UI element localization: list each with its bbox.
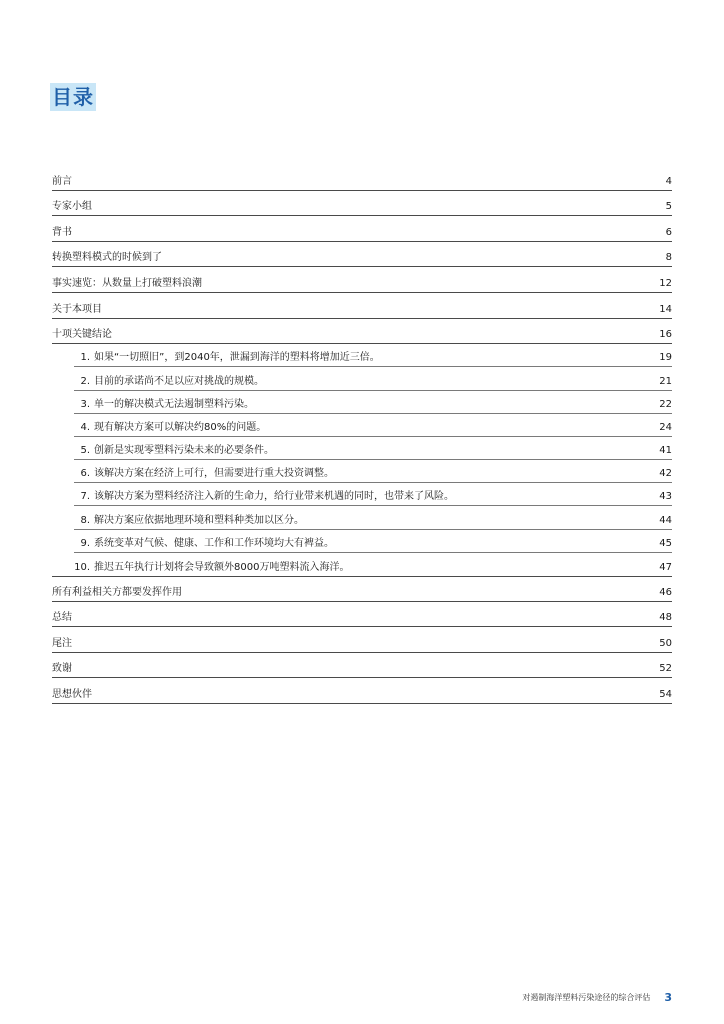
toc-entry-page: 8 xyxy=(665,252,672,264)
finding-label: 创新是实现零塑料污染未来的必要条件。 xyxy=(94,445,274,457)
toc-entry[interactable] xyxy=(52,165,672,191)
toc-finding-entry[interactable] xyxy=(74,530,672,553)
toc-entry-label: 尾注 xyxy=(52,637,72,649)
page-title-box xyxy=(50,83,96,111)
finding-number: 1. xyxy=(80,352,90,364)
toc-finding-entry[interactable] xyxy=(74,344,672,367)
toc-entry-page: 50 xyxy=(659,637,672,649)
toc-entry-label: 事实速览：从数量上打破塑料浪潮 xyxy=(52,277,202,289)
toc-entry-page: 42 xyxy=(659,468,672,480)
toc-entry[interactable] xyxy=(52,191,672,217)
toc-entry-label: 关于本项目 xyxy=(52,303,102,315)
page-footer xyxy=(522,991,672,1004)
toc-finding-entry[interactable] xyxy=(74,437,672,460)
toc-finding-entry[interactable] xyxy=(74,506,672,529)
toc-entry-page: 19 xyxy=(659,352,672,364)
toc-finding-entry[interactable] xyxy=(74,414,672,437)
finding-number: 10. xyxy=(74,562,90,574)
toc-entry-page: 43 xyxy=(659,491,672,503)
toc-entry[interactable] xyxy=(52,267,672,293)
page-title: 目录 xyxy=(52,85,94,109)
toc-entry[interactable] xyxy=(52,678,672,704)
toc-entry-page: 54 xyxy=(659,689,672,700)
toc-finding-entry[interactable] xyxy=(74,483,672,506)
finding-label: 解决方案应依据地理环境和塑料种类加以区分。 xyxy=(94,514,304,526)
finding-label: 如果“一切照旧”，到2040年，泄漏到海洋的塑料将增加近三倍。 xyxy=(94,352,380,364)
finding-label: 推迟五年执行计划将会导致额外8000万吨塑料流入海洋。 xyxy=(94,562,350,574)
finding-label: 目前的承诺尚不足以应对挑战的规模。 xyxy=(94,375,264,387)
toc-entry-label: 转换塑料模式的时候到了 xyxy=(52,252,162,264)
finding-label: 单一的解决模式无法遏制塑料污染。 xyxy=(94,398,254,410)
toc-entry-label: 十项关键结论 xyxy=(52,329,112,341)
finding-number: 9. xyxy=(80,537,90,549)
finding-number: 7. xyxy=(80,491,90,503)
toc-finding-entry[interactable] xyxy=(74,553,672,576)
finding-number: 3. xyxy=(80,398,90,410)
toc-entry-label: 专家小组 xyxy=(52,201,92,213)
toc-finding-entry[interactable] xyxy=(74,460,672,483)
toc-entry-page: 4 xyxy=(665,175,672,187)
toc-entry-page: 5 xyxy=(665,201,672,213)
toc-entry-label: 思想伙伴 xyxy=(52,689,92,700)
toc-entry-label: 总结 xyxy=(52,612,72,624)
toc-entry[interactable] xyxy=(52,293,672,319)
finding-label: 系统变革对气候、健康、工作和工作环境均大有裨益。 xyxy=(94,537,334,549)
toc-entry[interactable] xyxy=(52,627,672,653)
toc-entry[interactable] xyxy=(52,576,672,602)
finding-number: 5. xyxy=(80,445,90,457)
toc-entry-page: 47 xyxy=(659,562,672,574)
finding-number: 6. xyxy=(80,468,90,480)
toc-entry[interactable] xyxy=(52,242,672,268)
finding-number: 4. xyxy=(80,421,90,433)
toc-entry-label: 背书 xyxy=(52,226,72,238)
toc-entry[interactable] xyxy=(52,602,672,628)
toc-finding-entry[interactable] xyxy=(74,391,672,414)
toc-entry-page: 6 xyxy=(665,226,672,238)
footer-page-number: 3 xyxy=(664,991,672,1004)
toc-entry-page: 52 xyxy=(659,663,672,675)
toc-entry-page: 45 xyxy=(659,537,672,549)
toc-entry-label: 所有利益相关方都要发挥作用 xyxy=(52,586,182,598)
toc-entry-page: 14 xyxy=(659,303,672,315)
toc-entry-page: 46 xyxy=(659,586,672,598)
table-of-contents xyxy=(52,165,672,704)
toc-finding-entry[interactable] xyxy=(74,367,672,390)
toc-entry-label: 致谢 xyxy=(52,663,72,675)
finding-label: 该解决方案为塑料经济注入新的生命力，给行业带来机遇的同时，也带来了风险。 xyxy=(94,491,454,503)
toc-entry[interactable] xyxy=(52,653,672,679)
toc-entry-page: 24 xyxy=(659,421,672,433)
toc-entry[interactable] xyxy=(52,319,672,345)
toc-entry-label: 前言 xyxy=(52,175,72,187)
toc-entry-page: 41 xyxy=(659,445,672,457)
toc-entry-page: 48 xyxy=(659,612,672,624)
toc-entry-page: 16 xyxy=(659,329,672,341)
finding-number: 8. xyxy=(80,514,90,526)
toc-entry-page: 22 xyxy=(659,398,672,410)
finding-label: 该解决方案在经济上可行，但需要进行重大投资调整。 xyxy=(94,468,334,480)
finding-number: 2. xyxy=(80,375,90,387)
toc-entry-page: 21 xyxy=(659,375,672,387)
finding-label: 现有解决方案可以解决约80%的问题。 xyxy=(94,421,267,433)
footer-report-title: 对遏制海洋塑料污染途径的综合评估 xyxy=(522,993,651,1002)
toc-entry-page: 44 xyxy=(659,514,672,526)
toc-entry-page: 12 xyxy=(659,277,672,289)
toc-entry[interactable] xyxy=(52,216,672,242)
